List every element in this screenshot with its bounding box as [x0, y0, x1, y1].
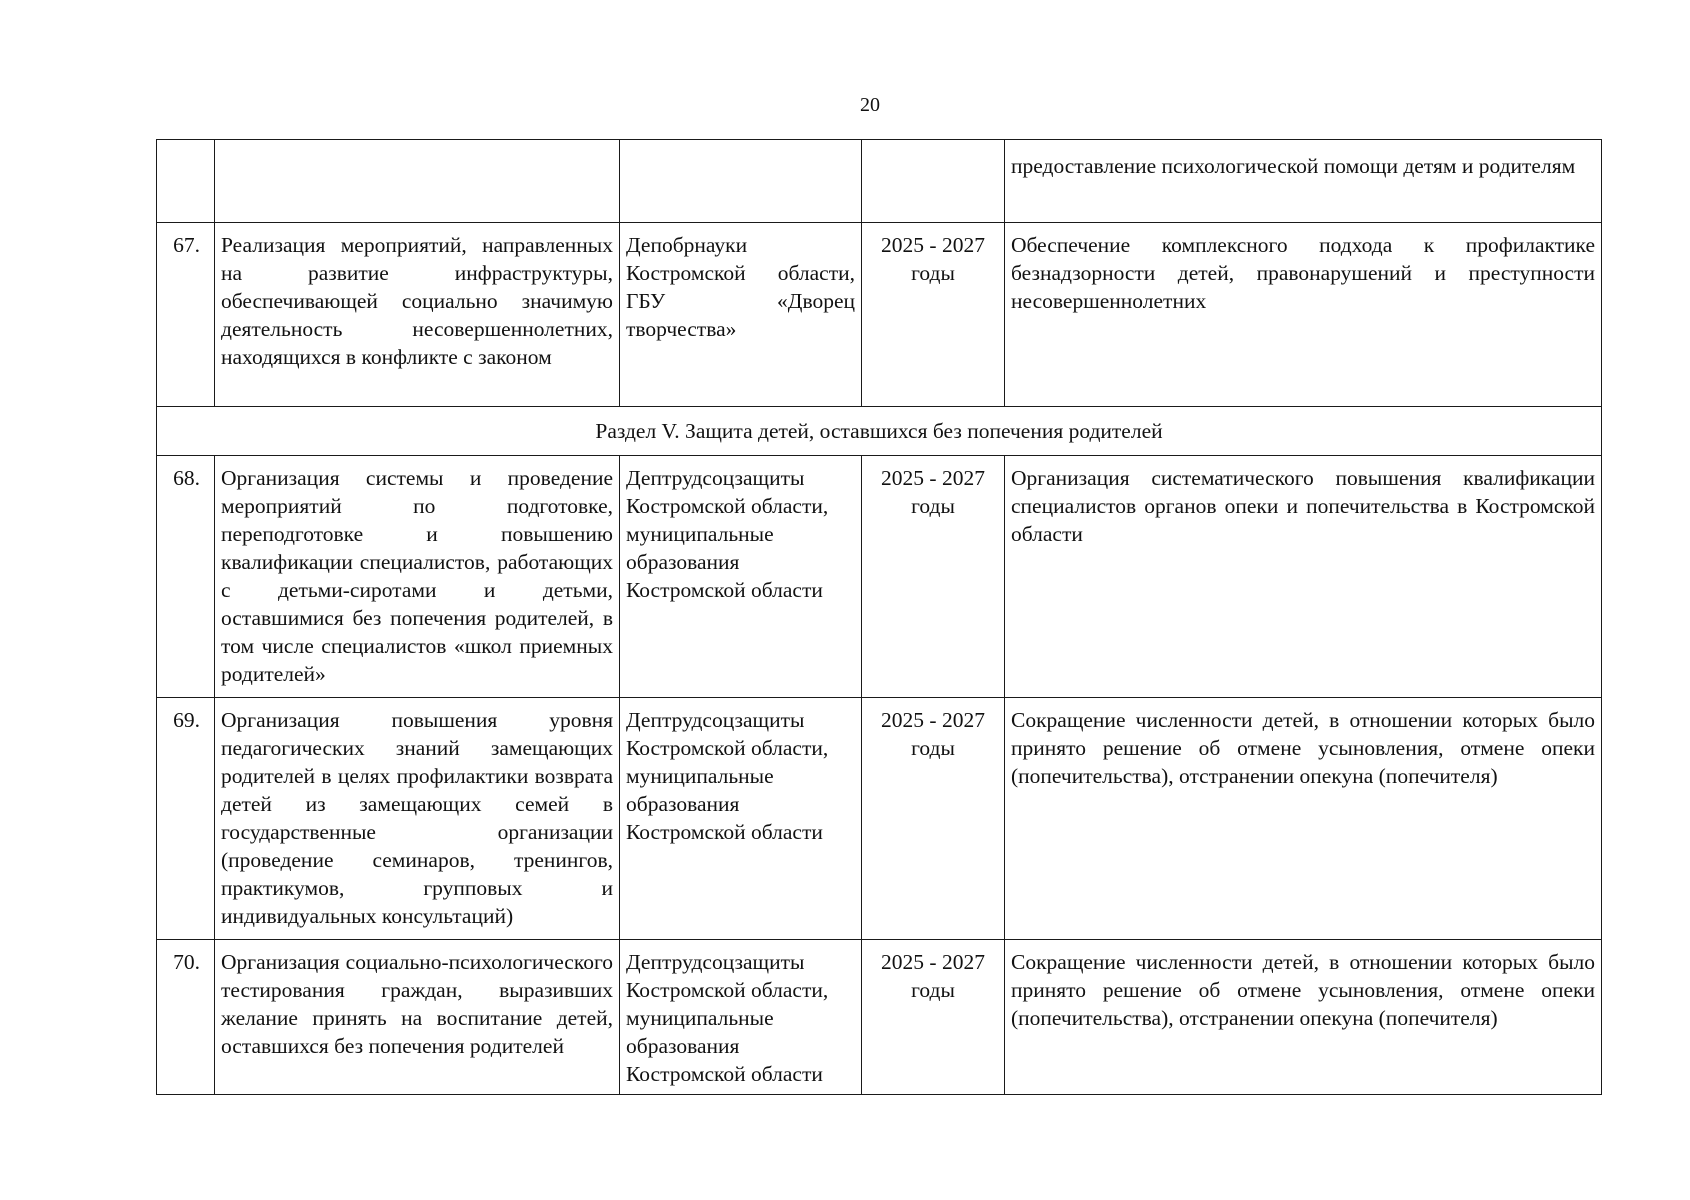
table-row: [157, 456, 1602, 698]
period-cell: 2025 - 2027 годы: [862, 456, 1005, 698]
result-cell: Сокращение численности детей, в отношении которых было принято решение об отмене усыновления, отмене опеки (попечительства), отстранении опекуна (попечителя): [1005, 940, 1602, 1095]
activity-cell: Организация социально-психологического тестирования граждан, выразивших желание принять на воспитание детей, оставшихся без попечения родителей: [215, 940, 620, 1095]
activity-cell: [215, 140, 620, 223]
executor-cell: Дептрудсоцзащиты Костромской области, муниципальные образования Костромской области: [620, 456, 862, 698]
table-row: [157, 223, 1602, 407]
table-row: [157, 940, 1602, 1095]
row-number-cell: 68.: [157, 456, 215, 698]
section-header-row: [157, 407, 1602, 456]
result-cell: предоставление психологической помощи детям и родителям: [1005, 140, 1602, 223]
result-cell: Обеспечение комплексного подхода к профилактике безнадзорности детей, правонарушений и преступности несовершеннолетних: [1005, 223, 1602, 407]
period-cell: 2025 - 2027 годы: [862, 698, 1005, 940]
period-cell: 2025 - 2027 годы: [862, 223, 1005, 407]
period-cell: 2025 - 2027 годы: [862, 940, 1005, 1095]
row-number-cell: 67.: [157, 223, 215, 407]
activity-cell: Организация повышения уровня педагогических знаний замещающих родителей в целях профилактики возврата детей из замещающих семей в государственные организации (проведение семинаров, тренингов, практикумов, групповых и индивидуальных консультаций): [215, 698, 620, 940]
measures-table: [156, 139, 1602, 1095]
page-number: 20: [860, 94, 880, 116]
row-number-cell: 70.: [157, 940, 215, 1095]
result-cell: Сокращение численности детей, в отношении которых было принято решение об отмене усыновления, отмене опеки (попечительства), отстранении опекуна (попечителя): [1005, 698, 1602, 940]
executor-cell: [620, 140, 862, 223]
period-cell: [862, 140, 1005, 223]
activity-cell: Организация системы и проведение мероприятий по подготовке, переподготовке и повышению квалификации специалистов, работающих с детьми-сиротами и детьми, оставшимися без попечения родителей, в том числе специалистов «школ приемных родителей»: [215, 456, 620, 698]
activity-cell: Реализация мероприятий, направленных на развитие инфраструктуры, обеспечивающей социально значимую деятельность несовершеннолетних, находящихся в конфликте с законом: [215, 223, 620, 407]
row-number-cell: 69.: [157, 698, 215, 940]
executor-cell: Дептрудсоцзащиты Костромской области, муниципальные образования Костромской области: [620, 698, 862, 940]
executor-cell: Дептрудсоцзащиты Костромской области, муниципальные образования Костромской области: [620, 940, 862, 1095]
result-cell: Организация систематического повышения квалификации специалистов органов опеки и попечительства в Костромской области: [1005, 456, 1602, 698]
table-row: [157, 698, 1602, 940]
section-title: Раздел V. Защита детей, оставшихся без попечения родителей: [157, 407, 1602, 456]
executor-cell: Депобрнауки Костромской области, ГБУ «Дворец творчества»: [620, 223, 862, 407]
table-row-continuation: [157, 140, 1602, 223]
row-number-cell: [157, 140, 215, 223]
